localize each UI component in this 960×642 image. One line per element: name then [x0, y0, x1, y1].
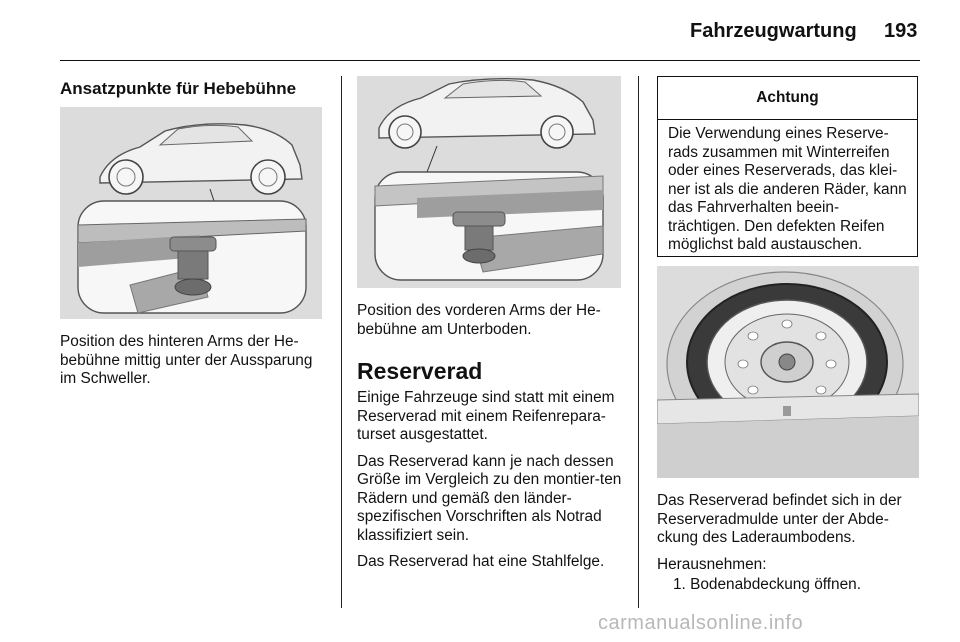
page-number: 193: [884, 20, 918, 42]
caution-title: Achtung: [658, 77, 917, 120]
paragraph: Einige Fahrzeuge sind statt mit einem Reserverad mit einem Reifenrepara-turset ausgestattet.: [357, 389, 615, 443]
column-divider-2: [638, 76, 639, 608]
section-heading-spare-wheel: Reserverad: [357, 358, 483, 384]
running-header-title: Fahrzeugwartung: [690, 20, 857, 42]
list-item: 1. Bodenabdeckung öffnen.: [673, 576, 861, 593]
watermark: carmanualsonline.info: [598, 612, 804, 634]
column-divider-1: [341, 76, 342, 608]
spare-wheel-text: [357, 389, 633, 580]
removal-steps: [657, 576, 925, 595]
spare-wheel-illustration: [657, 266, 919, 478]
header-divider: [60, 60, 920, 61]
caution-text: Die Verwendung eines Reserve-rads zusammen mit Winterreifen oder eines Reserverads, das klei-ner ist als die anderen Räder, kann das Fahrverhalten beein-trächtigen. Den defekten Reifen möglichst bald austauschen.: [668, 125, 907, 253]
front-lift-point-illustration: [357, 76, 621, 288]
caution-box: [657, 76, 918, 257]
rear-lift-point-illustration: [60, 107, 322, 319]
paragraph: Herausnehmen:: [657, 555, 767, 573]
rear-lift-caption: Position des hinteren Arms der He-bebühne mittig unter der Aussparung im Schweller.: [60, 333, 313, 387]
front-lift-caption: Position des vorderen Arms der He-bebühne am Unterboden.: [357, 302, 601, 338]
spare-wheel-location-text: [657, 492, 925, 595]
paragraph: Das Reserverad befindet sich in der Reserveradmulde unter der Abde-ckung des Laderaumbodens.: [657, 492, 902, 546]
section-heading-lift-points: Ansatzpunkte für Hebebühne: [60, 79, 297, 98]
paragraph: Das Reserverad kann je nach dessen Größe im Vergleich zu den montier-ten Rädern und gemäß den länder-spezifischen Vorschriften als Notrad klassifiziert sein.: [357, 452, 622, 544]
paragraph: Das Reserverad hat eine Stahlfelge.: [357, 553, 605, 570]
